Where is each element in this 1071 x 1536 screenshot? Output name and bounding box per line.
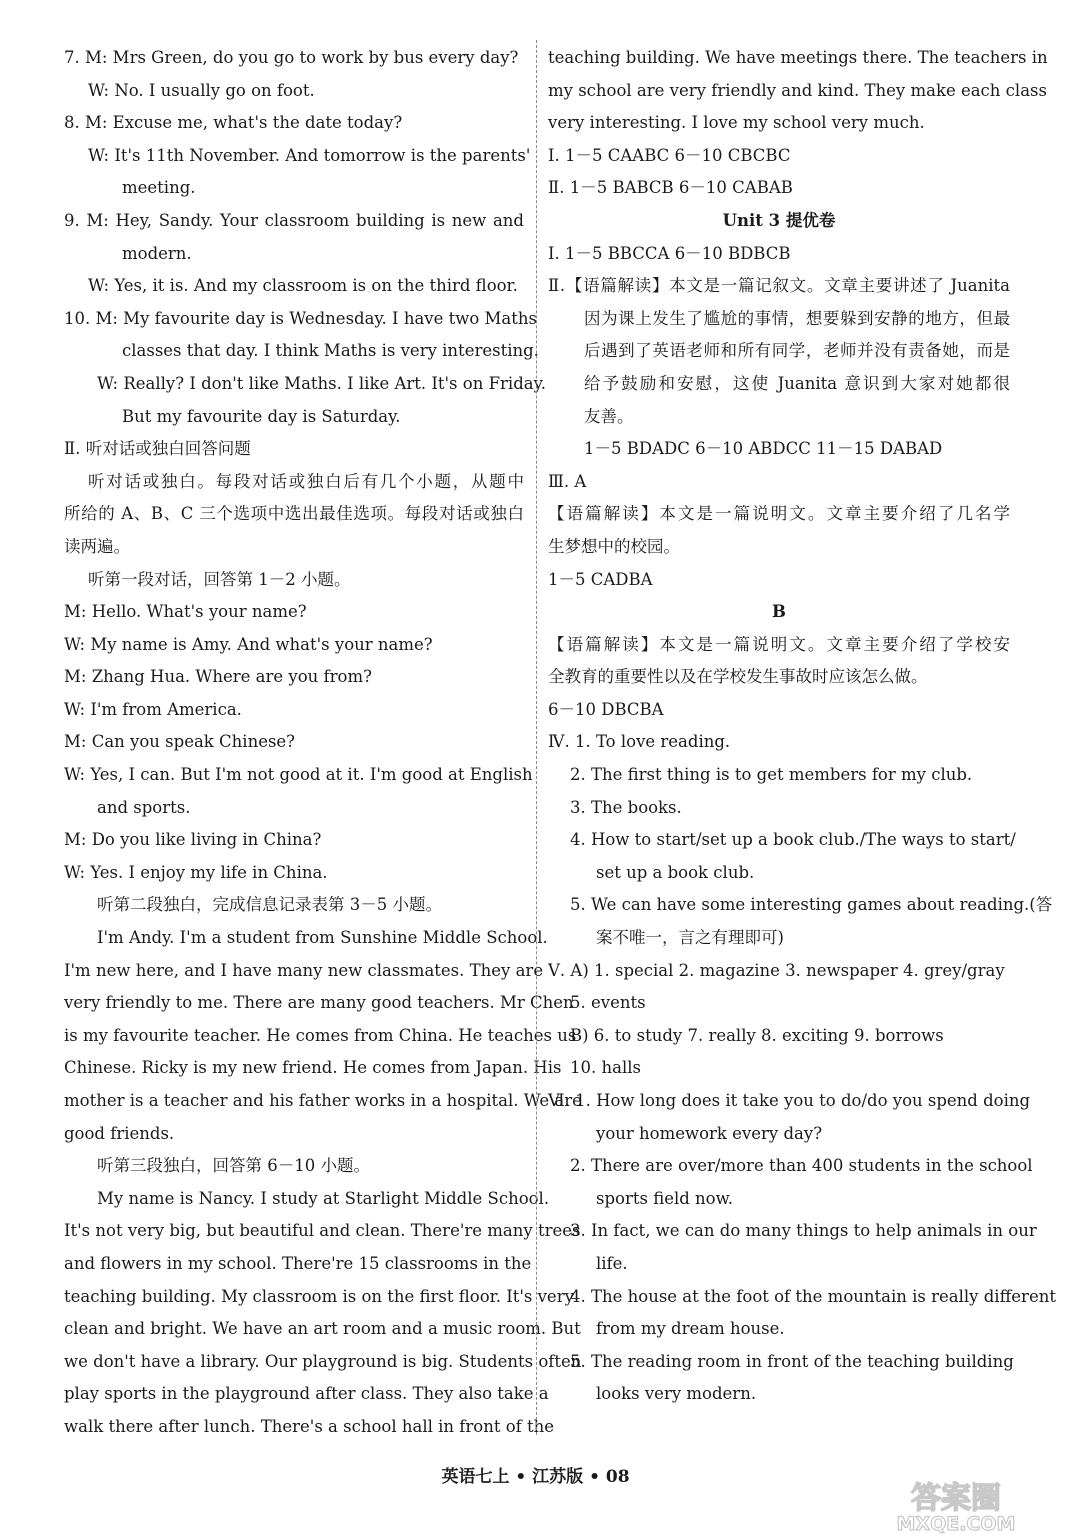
right-column-line: 4. The house at the foot of the mountain is really different — [570, 1286, 1056, 1306]
right-column-line: Ⅰ. 1－5 CAABC 6－10 CBCBC — [548, 145, 791, 165]
right-column-line: 5. The reading room in front of the teaching building — [570, 1351, 1014, 1371]
left-column-line: walk there after lunch. There's a school hall in front of the — [64, 1416, 555, 1436]
left-column-line: My name is Nancy. I study at Starlight Middle School. — [97, 1188, 550, 1208]
column-divider — [536, 40, 537, 1435]
right-column-line: 友善。 — [584, 406, 634, 426]
left-column-line: M: Zhang Hua. Where are you from? — [64, 667, 372, 687]
left-column-line: 听第一段对话，回答第 1－2 小题。 — [88, 569, 351, 589]
left-column-line: M: Hello. What's your name? — [64, 602, 307, 622]
left-column-line: It's not very big, but beautiful and clean. There're many trees — [64, 1221, 581, 1241]
right-column-line: 2. The first thing is to get members for my club. — [570, 765, 973, 785]
left-column-line: very friendly to me. There are many good teachers. Mr Chen — [64, 993, 574, 1013]
right-column-line: Ⅱ. 1－5 BABCB 6－10 CABAB — [548, 178, 793, 198]
right-column-line: 【语篇解读】本文是一篇说明文。文章主要介绍了几名学 — [548, 504, 1010, 524]
right-column-line: 4. How to start/set up a book club./The ways to start/ — [570, 830, 1016, 850]
left-column-line: W: My name is Amy. And what's your name? — [64, 634, 433, 654]
right-column-line: 后遇到了英语老师和所有同学，老师并没有责备她，而是 — [584, 341, 1010, 361]
left-column-line: 10. M: My favourite day is Wednesday. I have two Maths — [64, 308, 537, 328]
right-column-line: 5. events — [570, 993, 646, 1013]
left-column-line: and flowers in my school. There're 15 classrooms in the — [64, 1253, 532, 1273]
right-column-line: Ⅳ. 1. To love reading. — [548, 732, 731, 752]
left-column-line: classes that day. I think Maths is very interesting. — [122, 341, 539, 361]
right-column-line: sports field now. — [596, 1188, 734, 1208]
right-column-line: 1－5 CADBA — [548, 569, 653, 589]
left-column-line: is my favourite teacher. He comes from China. He teaches us — [64, 1025, 577, 1045]
right-column-line: 3. The books. — [570, 797, 682, 817]
right-column-line: set up a book club. — [596, 862, 755, 882]
right-column-line: looks very modern. — [596, 1384, 757, 1404]
left-column-line: mother is a teacher and his father works in a hospital. We are — [64, 1091, 582, 1110]
left-column-line: I'm Andy. I'm a student from Sunshine Middle School. — [97, 928, 548, 948]
left-column-line: M: Can you speak Chinese? — [64, 732, 296, 752]
right-column-line: Unit 3 提优卷 — [722, 210, 836, 230]
right-column-line: 案不唯一，言之有理即可) — [596, 928, 784, 948]
left-column-line: M: Do you like living in China? — [64, 830, 322, 850]
right-column-line: 全教育的重要性以及在学校发生事故时应该怎么做。 — [548, 667, 928, 687]
right-column-line: B) 6. to study 7. really 8. exciting 9. borrows — [570, 1025, 944, 1045]
left-column-line: W: Yes, I can. But I'm not good at it. I'm good at English — [64, 765, 533, 785]
right-column-line: Ⅵ. 1. How long does it take you to do/do you spend doing — [548, 1091, 1031, 1110]
left-column-line: W: I'm from America. — [64, 699, 242, 719]
left-column-line: 听第二段独白，完成信息记录表第 3－5 小题。 — [97, 895, 442, 915]
right-column-line: B — [772, 602, 786, 622]
watermark-logo — [861, 1478, 1051, 1534]
right-column-line: 因为课上发生了尴尬的事情，想要躲到安静的地方，但最 — [584, 308, 1010, 328]
left-column-line: W: It's 11th November. And tomorrow is the parents' — [88, 145, 531, 165]
svg-text:MXQE.COM: MXQE.COM — [896, 1513, 1016, 1534]
right-column-line: Ⅱ.【语篇解读】本文是一篇记叙文。文章主要讲述了 Juanita — [548, 276, 1010, 296]
right-column-line: my school are very friendly and kind. They make each class — [548, 80, 1047, 100]
right-column-line: 5. We can have some interesting games about reading.(答 — [570, 895, 1053, 915]
left-column-line: and sports. — [97, 797, 191, 817]
right-column-line: from my dream house. — [596, 1319, 785, 1339]
left-column-line: W: Really? I don't like Maths. I like Art. It's on Friday. — [97, 373, 546, 393]
left-column-line: 听对话或独白。每段对话或独白后有几个小题，从题中 — [88, 471, 524, 491]
left-column-line: W: Yes. I enjoy my life in China. — [64, 862, 328, 882]
right-column-line: life. — [596, 1253, 628, 1273]
right-column-line: 1－5 BDADC 6－10 ABDCC 11－15 DABAD — [584, 439, 943, 459]
right-column-line: 生梦想中的校园。 — [548, 536, 680, 556]
left-column-line: 7. M: Mrs Green, do you go to work by bus every day? — [64, 48, 519, 67]
right-column-line: 给予鼓励和安慰，这使 Juanita 意识到大家对她都很 — [584, 373, 1010, 393]
right-column-line: Ⅰ. 1－5 BBCCA 6－10 BDBCB — [548, 243, 791, 263]
right-column-line: very interesting. I love my school very much. — [548, 113, 925, 133]
left-column-line: clean and bright. We have an art room and a music room. But — [64, 1319, 581, 1339]
left-column-line: Chinese. Ricky is my new friend. He comes from Japan. His — [64, 1058, 562, 1078]
page-footer: 英语七上 • 江苏版 • 08 — [441, 1467, 630, 1487]
left-column-line: 所给的 A、B、C 三个选项中选出最佳选项。每段对话或独白 — [64, 504, 524, 524]
left-column-line: 9. M: Hey, Sandy. Your classroom building is new and — [64, 210, 524, 230]
left-column-line: W: Yes, it is. And my classroom is on the third floor. — [88, 276, 518, 296]
left-column-line: play sports in the playground after class. They also take a — [64, 1384, 549, 1404]
right-column-line: 3. In fact, we can do many things to help animals in our — [570, 1221, 1037, 1241]
left-column-line: 读两遍。 — [64, 536, 130, 556]
right-column-line: 6－10 DBCBA — [548, 699, 664, 719]
svg-text:答案圈: 答案圈 — [911, 1481, 1001, 1516]
left-column-line: I'm new here, and I have many new classmates. They are — [64, 960, 544, 980]
left-column-line: teaching building. My classroom is on the first floor. It's very — [64, 1286, 574, 1306]
left-column-line: modern. — [122, 243, 192, 263]
right-column-line: teaching building. We have meetings there. The teachers in — [548, 48, 1048, 67]
right-column-line: your homework every day? — [596, 1123, 823, 1143]
right-column-line: 2. There are over/more than 400 students in the school — [570, 1156, 1033, 1176]
left-column-line: W: No. I usually go on foot. — [88, 80, 315, 100]
left-column-line: meeting. — [122, 178, 196, 198]
right-column-line: 10. halls — [570, 1058, 641, 1078]
left-column-line: we don't have a library. Our playground is big. Students often — [64, 1351, 582, 1371]
left-column-line: Ⅱ. 听对话或独白回答问题 — [64, 439, 251, 459]
left-column-line: But my favourite day is Saturday. — [122, 406, 401, 426]
right-column-line: 【语篇解读】本文是一篇说明文。文章主要介绍了学校安 — [548, 634, 1010, 654]
right-column-line: Ⅴ. A) 1. special 2. magazine 3. newspaper 4. grey/gray — [548, 960, 1005, 980]
right-column — [548, 42, 1056, 1411]
left-column-line: 听第三段独白，回答第 6－10 小题。 — [97, 1156, 370, 1176]
right-column-line: Ⅲ. A — [548, 471, 587, 491]
left-column-line: 8. M: Excuse me, what's the date today? — [64, 113, 403, 133]
left-column-line: good friends. — [64, 1123, 175, 1143]
